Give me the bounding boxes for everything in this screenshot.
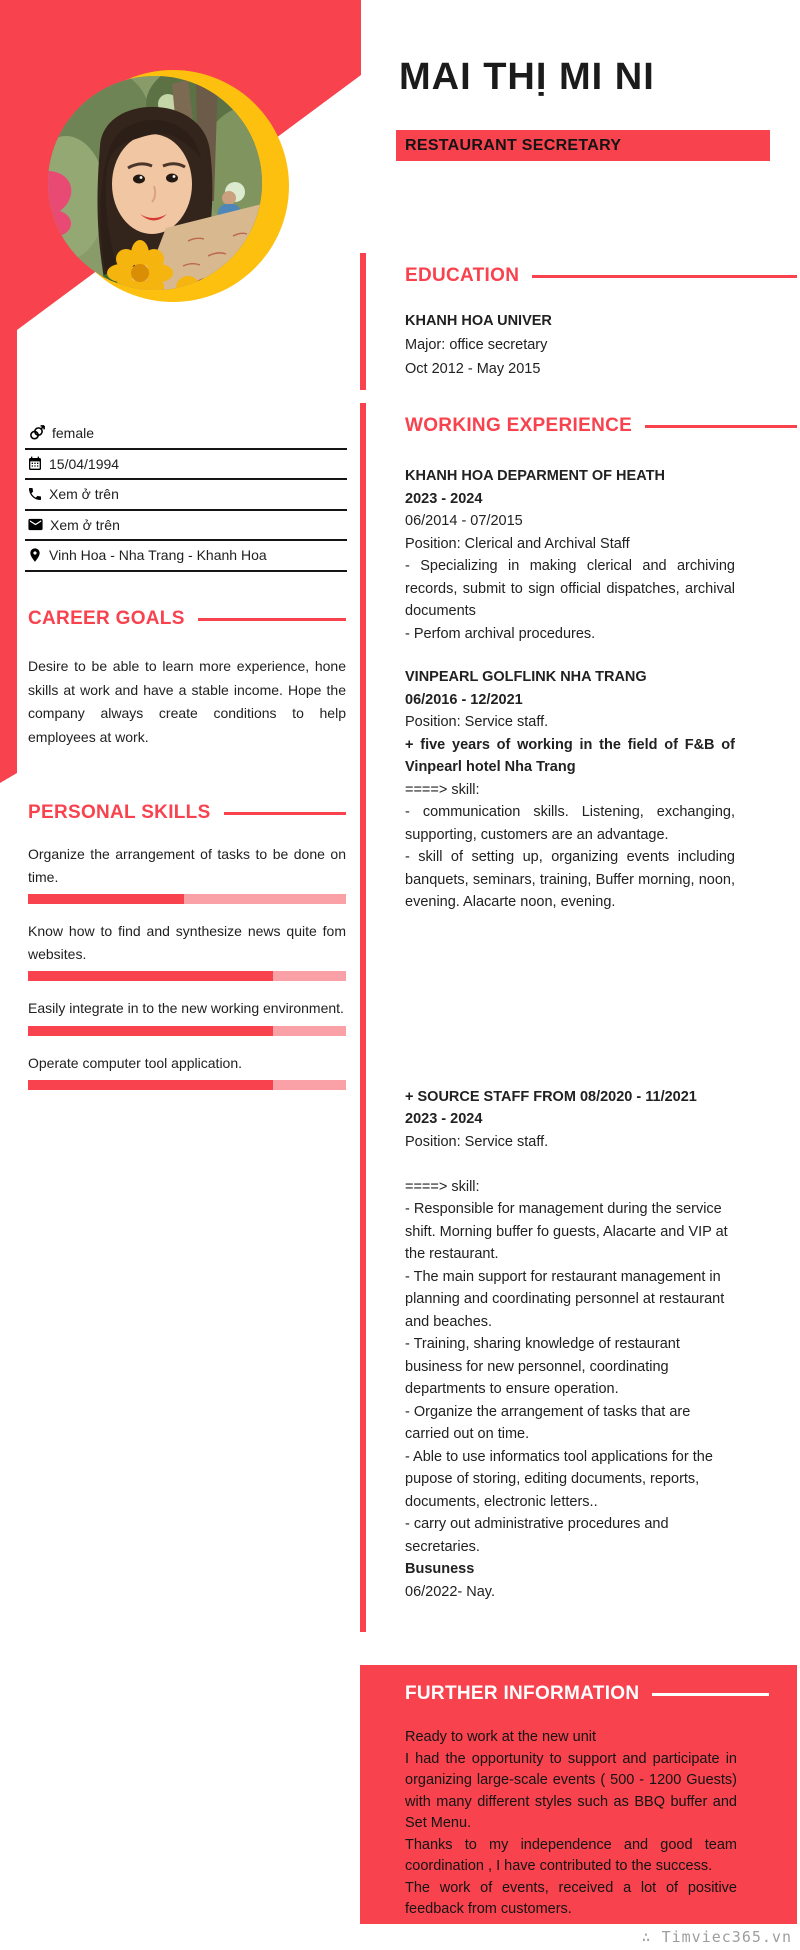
job-duty: - skill of setting up, organizing events including banquets, seminars, training, Buffer morning, noon, evening. Alacarte noon, evening. [405, 849, 735, 910]
heading-rule [224, 812, 346, 815]
job-duty: - communication skills. Listening, exchanging, supporting, customers are an advantage. [405, 804, 735, 843]
skill-bar-fill [28, 971, 273, 981]
job-company: KHANH HOA DEPARMENT OF HEATH [405, 468, 665, 484]
skill-item [28, 920, 346, 981]
heading-rule [532, 275, 797, 278]
further-information-body [405, 1727, 737, 1921]
skill-label: Easily integrate in to the new working environment. [28, 1000, 344, 1016]
job-period: 2023 - 2024 [405, 1111, 483, 1127]
career-goals-body: Desire to be able to learn more experience, hone skills at work and have a stable income. Hope the company always create conditions to help employees at work. [28, 658, 346, 745]
further-line: Ready to work at the new unit [405, 1729, 597, 1745]
location-icon [27, 547, 43, 563]
job-position: Position: Service staff. [405, 1133, 549, 1150]
email-value: Xem ở trên [50, 516, 120, 533]
personal-info-list [25, 419, 347, 572]
career-goals-heading [28, 608, 346, 630]
job-duty: - The main support for restaurant management in planning and coordinating personnel at restaurant and beaches. [405, 1268, 725, 1330]
job-period: 2023 - 2024 [405, 490, 483, 507]
candidate-name: MAI THỊ MI NI [399, 56, 655, 98]
job-period: 06/2022- Nay. [405, 1583, 496, 1600]
job-skill-label: ====> skill: [405, 1178, 480, 1195]
personal-skills-title: PERSONAL SKILLS [28, 802, 211, 823]
career-goals-title: CAREER GOALS [28, 608, 185, 629]
job-duty: - carry out administrative procedures and secretaries. [405, 1516, 669, 1555]
job-duty: - Organize the arrangement of tasks that are carried out on time. [405, 1403, 691, 1442]
heading-rule [652, 1693, 769, 1696]
job-duty: - Training, sharing knowledge of restaurant business for new personnel, coordinating departments to ensure operation. [405, 1336, 680, 1397]
experience-section [360, 403, 797, 1632]
skill-item [28, 997, 346, 1036]
job-company: VINPEARL GOLFLINK NHA TRANG [405, 669, 647, 685]
info-row-birthdate [25, 450, 347, 481]
education-title: EDUCATION [405, 265, 520, 286]
info-row-gender [25, 419, 347, 450]
skill-label: Organize the arrangement of tasks to be done on time. [28, 846, 346, 885]
job-position: Position: Service staff. [405, 714, 549, 730]
skill-bar-track [28, 971, 346, 981]
skills-list [28, 843, 346, 1106]
job-skill-label: ====> skill: [405, 781, 480, 798]
further-line: Thanks to my independence and good team coordination , I have contributed to the success. [405, 1836, 737, 1874]
skill-label: Operate computer tool application. [28, 1054, 243, 1071]
job-position: Position: Clerical and Archival Staff [405, 535, 630, 552]
education-section [360, 253, 797, 390]
spacer [405, 1153, 735, 1176]
phone-icon [27, 486, 43, 502]
calendar-icon [27, 456, 43, 472]
job-entry-2 [405, 666, 735, 914]
education-heading [405, 265, 797, 287]
address-value: Vinh Hoa - Nha Trang - Khanh Hoa [49, 547, 267, 564]
phone-value: Xem ở trên [49, 486, 119, 503]
skill-bar-track [28, 894, 346, 904]
education-entry [405, 309, 735, 381]
skill-bar-fill [28, 1026, 273, 1036]
heading-rule [198, 618, 346, 621]
job-duty: - Specializing in making clerical and archiving records, submit to sign official dispatches, archival documents [405, 558, 735, 619]
skill-label: Know how to find and synthesize news quite fom websites. [28, 923, 346, 962]
school-name: KHANH HOA UNIVER [405, 313, 552, 329]
job-title-banner: RESTAURANT SECRETARY [396, 130, 770, 161]
skill-bar-track [28, 1026, 346, 1036]
experience-title: WORKING EXPERIENCE [405, 415, 633, 436]
job-entry-3 [405, 1086, 735, 1604]
further-information-heading [405, 1683, 769, 1705]
skill-item [28, 843, 346, 904]
further-information-section [360, 1665, 797, 1924]
further-line: The work of events, received a lot of positive feedback from customers. [405, 1879, 737, 1917]
heading-rule [645, 425, 797, 428]
gender-value: female [52, 425, 95, 442]
experience-heading [405, 415, 797, 437]
email-icon [27, 516, 44, 533]
job-highlight: + five years of working in the field of F&B of Vinpearl hotel Nha Trang [405, 736, 735, 775]
birthdate-value: 15/04/1994 [49, 455, 120, 472]
skill-bar-fill [28, 1080, 273, 1090]
site-watermark: ∴ Timviec365.vn [641, 1928, 792, 1946]
gender-icon [27, 424, 46, 443]
further-line: I had the opportunity to support and participate in organizing large-scale events ( 500 - 1200 Guests) with many different styles such as BBQ buffer and Set Menu. [405, 1750, 737, 1831]
info-row-address [25, 541, 347, 572]
job-period-detail: 06/2014 - 07/2015 [405, 513, 523, 529]
job-period: 06/2016 - 12/2021 [405, 691, 523, 708]
job-company: + SOURCE STAFF FROM 08/2020 - 11/2021 [405, 1088, 697, 1105]
education-period: Oct 2012 - May 2015 [405, 361, 541, 377]
job-company: Busuness [405, 1561, 475, 1577]
skill-bar-track [28, 1080, 346, 1090]
personal-skills-heading [28, 802, 346, 824]
job-duty: - Perfom archival procedures. [405, 625, 596, 642]
job-duty: - Able to use informatics tool applications for the pupose of storing, editing documents, reports, documents, electronic letters.. [405, 1448, 713, 1510]
skill-bar-fill [28, 894, 184, 904]
job-duty: - Responsible for management during the service shift. Morning buffer fo guests, Alacarte and VIP at the restaurant. [405, 1201, 728, 1262]
info-row-phone [25, 480, 347, 511]
portrait-illustration [48, 76, 262, 290]
job-entry-1 [405, 465, 735, 645]
info-row-email [25, 511, 347, 542]
education-major: Major: office secretary [405, 337, 548, 353]
further-information-title: FURTHER INFORMATION [405, 1683, 640, 1704]
skill-item [28, 1052, 346, 1091]
profile-photo [48, 76, 262, 290]
